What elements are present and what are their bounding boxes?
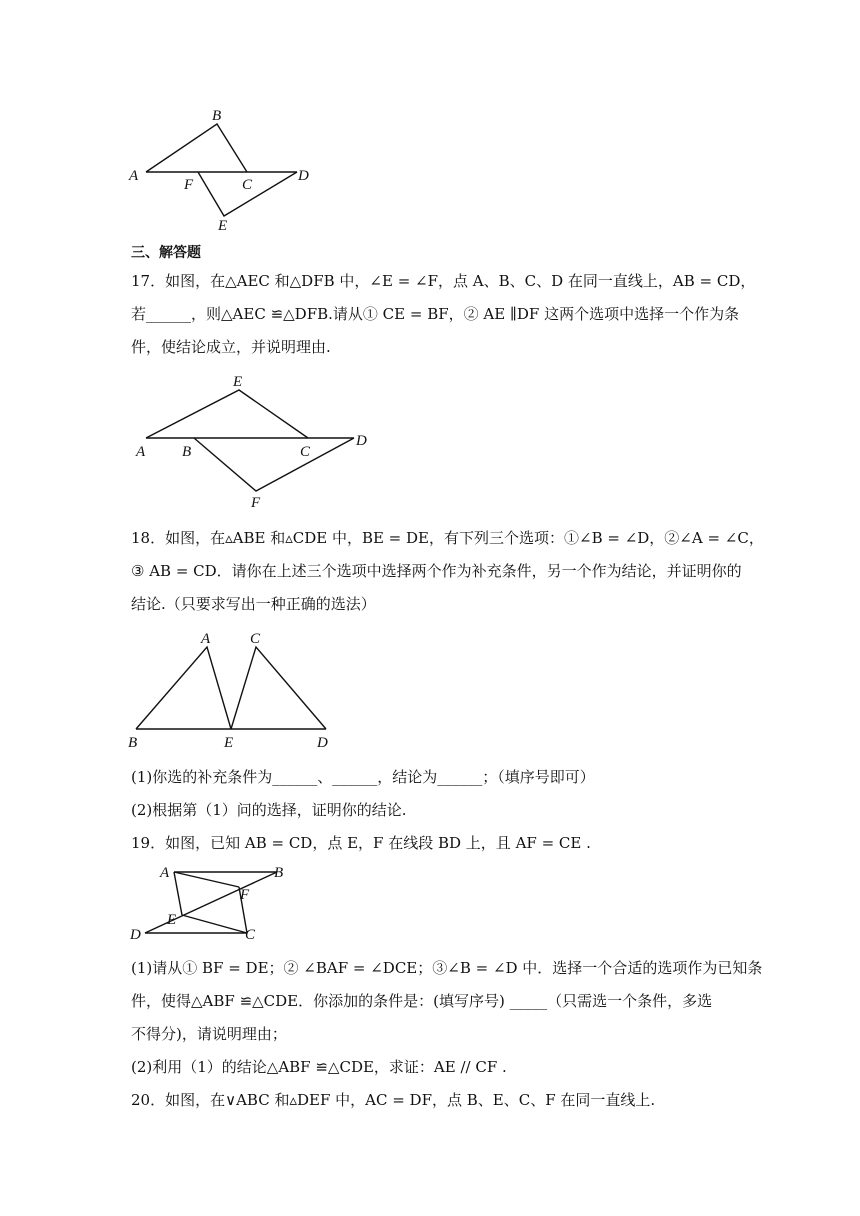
figure-top [120, 100, 330, 235]
q17-line2: 若______，则△AEC ≌△DFB.请从① CE = BF，② AE ∥DF 这两个选项中选择一个作为条 [131, 305, 740, 323]
q20-line1: 20．如图，在∨ABC 和▵DEF 中，AC = DF，点 B、E、C、F 在同一直线上. [131, 1091, 656, 1109]
figure-17-triangle-bfd [194, 438, 354, 491]
label-c: C [300, 444, 311, 460]
label-f: F [184, 177, 194, 193]
q17-line1: 17．如图，在△AEC 和△DFB 中，∠E = ∠F，点 A、B、C、D 在同一直线上，AB = CD， [131, 272, 756, 290]
q18-line1: 18．如图，在▵ABE 和▵CDE 中，BE = DE，有下列三个选项：①∠B = ∠D，②∠A = ∠C， [131, 529, 764, 547]
label-d: D [298, 168, 309, 184]
q19-line1: 19．如图，已知 AB = CD，点 E，F 在线段 BD 上，且 AF = CE . [131, 834, 591, 852]
label-b: B [212, 108, 222, 124]
label-a: A [160, 865, 170, 881]
figure-top-triangle-abc [146, 124, 247, 172]
q18-part2: (2)根据第（1）问的选择，证明你的结论. [131, 801, 407, 819]
q19-part1-line1: (1)请从① BF = DE；② ∠BAF = ∠DCE；③∠B = ∠D 中．选择一个合适的选项作为已知条 [131, 959, 763, 977]
q19-part1-line3: 不得分)，请说明理由； [131, 1025, 287, 1043]
q18-part1: (1)你选的补充条件为______、______，结论为______；（填序号即可） [131, 768, 595, 786]
label-d: D [317, 735, 328, 751]
label-c: C [245, 927, 256, 943]
label-d: D [356, 433, 367, 449]
label-b: B [274, 865, 284, 881]
section-heading: 三、解答题 [131, 245, 201, 261]
figure-19-line-ec [182, 915, 247, 933]
label-c: C [250, 631, 261, 647]
label-a: A [136, 444, 146, 460]
label-b: B [128, 735, 138, 751]
figure-19-line-af [174, 872, 239, 887]
label-e: E [167, 912, 177, 928]
label-f: F [251, 495, 261, 511]
label-b: B [182, 444, 192, 460]
figure-17 [128, 368, 378, 513]
label-e: E [218, 218, 228, 234]
label-e: E [233, 374, 243, 390]
figure-19 [127, 862, 292, 944]
label-c: C [242, 177, 253, 193]
label-e: E [224, 735, 234, 751]
q18-line3: 结论.（只要求写出一种正确的选法） [131, 595, 376, 613]
label-a: A [129, 168, 139, 184]
figure-18-triangle-cde [231, 647, 326, 729]
figure-19-line-ae [174, 872, 182, 915]
label-a: A [201, 631, 211, 647]
q19-part1-line2: 件，使得△ABF ≌△CDE．你添加的条件是：(填写序号) _____（只需选一个条件，多选 [131, 992, 713, 1010]
label-f: F [240, 887, 250, 903]
q19-part2: (2)利用（1）的结论△ABF ≌△CDE，求证：AE // CF . [131, 1058, 507, 1076]
figure-18 [124, 625, 339, 755]
q18-line2: ③ AB = CD．请你在上述三个选项中选择两个作为补充条件，另一个作为结论，并证明你的 [131, 562, 742, 580]
figure-17-triangle-aec [146, 390, 308, 438]
figure-18-triangle-abe [136, 647, 231, 729]
label-d: D [130, 927, 141, 943]
q17-line3: 件，使结论成立，并说明理由. [131, 338, 331, 356]
